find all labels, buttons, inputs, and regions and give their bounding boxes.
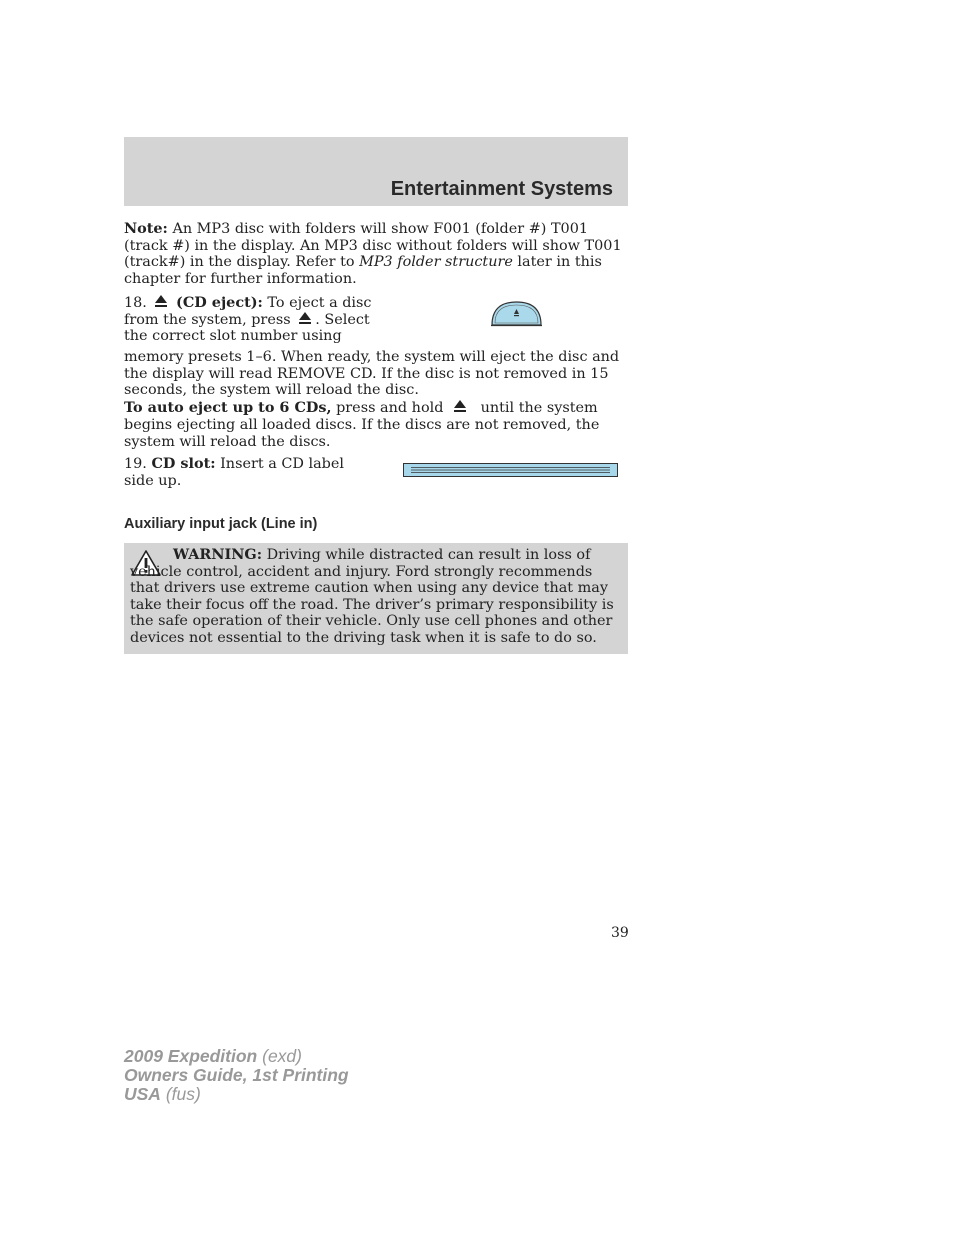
aux-input-heading: Auxiliary input jack (Line in)	[124, 516, 318, 532]
eject-icon	[454, 400, 466, 408]
footer-market: USA	[124, 1084, 161, 1104]
eject-icon	[155, 295, 167, 303]
item-19-text: Insert a CD label side up.	[124, 456, 345, 489]
auto-eject-label: To auto eject up to 6 CDs,	[124, 399, 332, 417]
section-title: Entertainment Systems	[390, 178, 613, 200]
header-band	[124, 137, 628, 206]
eject-button-illustration	[490, 299, 543, 327]
cd-slot-illustration	[403, 463, 618, 477]
item-18-text-b: from the system, press	[124, 311, 291, 328]
item-18-text-c: . Select	[315, 311, 370, 328]
footer-guide: Owners Guide, 1st Printing	[124, 1065, 349, 1085]
auto-eject-text-1: press and hold	[331, 400, 444, 417]
footer-model: 2009 Expedition	[124, 1046, 258, 1066]
note-paragraph	[124, 221, 628, 288]
warning-label: WARNING:	[173, 546, 263, 563]
item-18-label: (CD eject):	[176, 294, 263, 311]
item-19-label: CD slot:	[151, 455, 216, 472]
item-18-rest: memory presets 1–6. When ready, the system will eject the disc and the display will read REMOVE CD. If the disc is not removed in 15 seconds, the system will reload the disc.	[124, 349, 620, 399]
note-text-1: An MP3 disc with folders will show F001 (folder #) T001 (track #) in the display. An MP3 disc without folders will show T001 (track#) in the display. Refer to	[124, 221, 622, 271]
item-18-body	[124, 349, 628, 450]
warning-text	[130, 547, 620, 646]
item-19-number: 19.	[124, 456, 147, 472]
item-18-intro	[124, 295, 374, 345]
warning-box	[124, 543, 628, 654]
note-label: Note:	[124, 220, 168, 237]
note-reference: MP3 folder structure	[359, 254, 513, 271]
note-text-2: later in this chapter for further information.	[124, 254, 602, 288]
item-18-text-d: the correct slot number using	[124, 328, 342, 345]
item-18-text-a: To eject a disc	[262, 295, 372, 311]
auto-eject-text-2: until the system begins ejecting all loaded discs. If the discs are not removed, the system will reload the discs.	[124, 400, 600, 450]
footer	[124, 1047, 349, 1104]
warning-body: Driving while distracted can result in loss of vehicle control, accident and injury. Ford strongly recommends that drivers use extreme caution when using any device that may take their focus off the road. The driver’s primary responsibility is the safe operation of their vehicle. Only use cell phones and other devices not essential to the driving task when it is safe to do so.	[130, 547, 614, 646]
footer-market-code: (fus)	[160, 1084, 201, 1104]
item-18-number: 18.	[124, 295, 147, 311]
eject-icon	[299, 312, 311, 320]
footer-model-code: (exd)	[257, 1046, 302, 1066]
item-19	[124, 456, 374, 489]
page-number: 39	[611, 925, 629, 941]
